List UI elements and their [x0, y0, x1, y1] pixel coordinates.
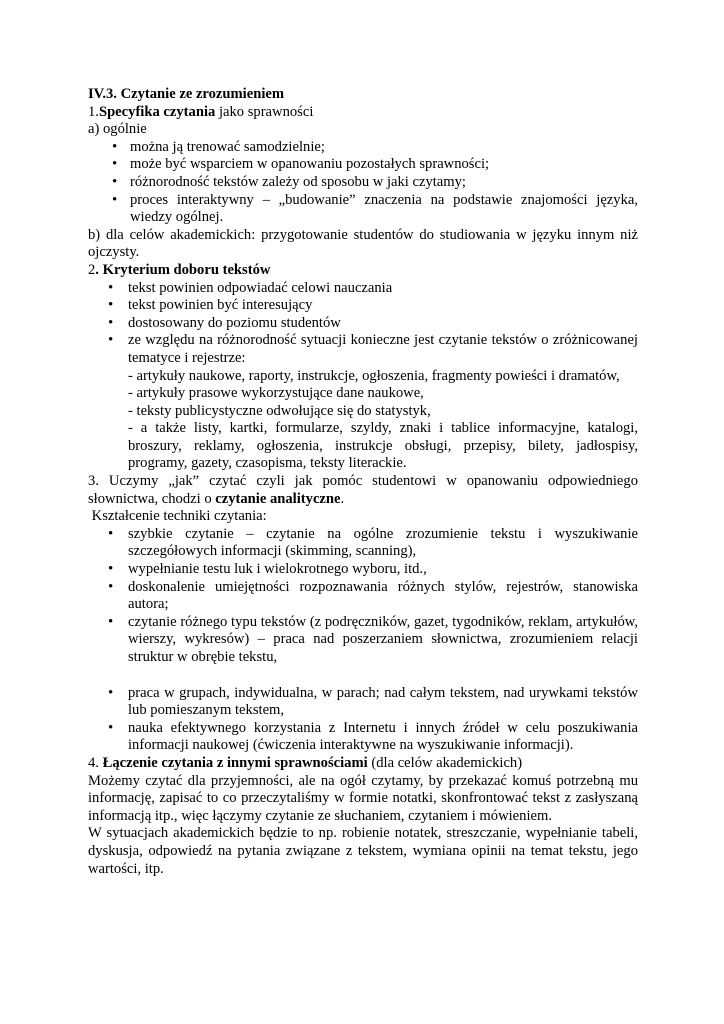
list-item: • praca w grupach, indywidualna, w parach; nad całym tekstem, nad urywkami tekstów lub pomieszanym tekstem,: [88, 685, 638, 720]
sub-item: - artykuły prasowe wykorzystujące dane naukowe,: [128, 385, 424, 402]
list-item: • czytanie różnego typu tekstów (z podręczników, gazet, tygodników, reklam, artykułów, wierszy, wykresów) – praca nad poszerzaniem słownictwa, zrozumieniem relacji struktur w obrębie tekstu,: [88, 614, 638, 667]
list-item: • szybkie czytanie – czytanie na ogólne zrozumienie tekstu i wyszukiwanie szczegółowych informacji (skimming, scanning),: [88, 526, 638, 561]
list-item: • można ją trenować samodzielnie;: [88, 139, 638, 157]
techniques-list-b: [88, 685, 638, 755]
list-item: • tekst powinien odpowiadać celowi nauczania: [88, 280, 638, 298]
section-1b-text: b) dla celów akademickich: przygotowanie studentów do studiowania w języku innym niż ojczysty.: [88, 226, 638, 261]
section-4-paragraph-1: Możemy czytać dla przyjemności, ale na ogół czytamy, by przekazać komuś potrzebną mu informację, zapisać to co przeczytaliśmy w formie notatki, skonfrontować tekst z zasłyszaną informacją itp., więc łączymy czytanie ze słuchaniem, czytaniem i mówieniem.: [88, 772, 638, 824]
list-item: • dostosowany do poziomu studentów: [88, 315, 638, 333]
section-heading: IV.3. Czytanie ze zrozumieniem: [88, 86, 285, 102]
section-4-paragraph-2: W sytuacjach akademickich będzie to np. robienie notatek, streszczanie, wypełnianie tabeli, dyskusja, odpowiedź na pytania związane z tekstem, wymiana opinii na temat tekstu, jego wartości, itp.: [88, 825, 638, 877]
document-page: [88, 86, 638, 878]
list-item: • różnorodność tekstów zależy od sposobu w jaki czytamy;: [88, 174, 638, 192]
techniques-list-a: [88, 526, 638, 667]
sub-item: - teksty publicystyczne odwołujące się do statystyk,: [128, 402, 431, 419]
section-4-title: 4. Łączenie czytania z innymi sprawnościami (dla celów akademickich): [88, 754, 523, 771]
section-2-list: [88, 280, 638, 474]
list-item: • może być wsparciem w opanowaniu pozostałych sprawności;: [88, 156, 638, 174]
list-item: • doskonalenie umiejętności rozpoznawania różnych stylów, rejestrów, stanowiska autora;: [88, 579, 638, 614]
techniques-label: Kształcenie techniki czytania:: [88, 508, 267, 525]
sub-item: - artykuły naukowe, raporty, instrukcje, ogłoszenia, fragmenty powieści i dramatów,: [128, 367, 620, 384]
list-item: • proces interaktywny – „budowanie” znaczenia na podstawie znajomości języka, wiedzy ogólnej.: [88, 192, 638, 227]
list-item: • tekst powinien być interesujący: [88, 297, 638, 315]
section-1-title: 1.Specyfika czytania jako sprawności: [88, 103, 314, 120]
section-3-text: 3. Uczymy „jak” czytać czyli jak pomóc studentowi w opanowaniu odpowiedniego słownictwa, chodzi o czytanie analityczne.: [88, 473, 638, 507]
list-item: • wypełnianie testu luk i wielokrotnego wyboru, itd.,: [88, 561, 638, 579]
section-1a-label: a) ogólnie: [88, 121, 147, 138]
spacer: [88, 667, 638, 685]
section-2-title: 2. Kryterium doboru tekstów: [88, 261, 271, 278]
list-item: • nauka efektywnego korzystania z Internetu i innych źródeł w celu poszukiwania informacji naukowej (ćwiczenia interaktywne na wyszukiwanie informacji).: [88, 720, 638, 755]
list-item: • ze względu na różnorodność sytuacji konieczne jest czytanie tekstów o zróżnicowanej tematyce i rejestrze: - artykuły naukowe, raporty, instrukcje, ogłoszenia, fragmenty powieści i dramatów, - artykuły prasowe wykorzystujące dane naukowe, - teksty publicystyczne odwołujące się do statystyk, - a także listy, kartki, formularze, szyldy, znaki i tablice informacyjne, katalogi, broszury, reklamy, ogłoszenia, instrukcje obsługi, przepisy, bilety, jadłospisy, programy, gazety, czasopisma, teksty literackie.: [88, 332, 638, 473]
section-1a-list: [88, 139, 638, 227]
sub-item: - a także listy, kartki, formularze, szyldy, znaki i tablice informacyjne, katalogi, broszury, reklamy, ogłoszenia, instrukcje obsługi, przepisy, bilety, jadłospisy, programy, gazety, czasopisma, teksty literackie.: [128, 420, 638, 472]
